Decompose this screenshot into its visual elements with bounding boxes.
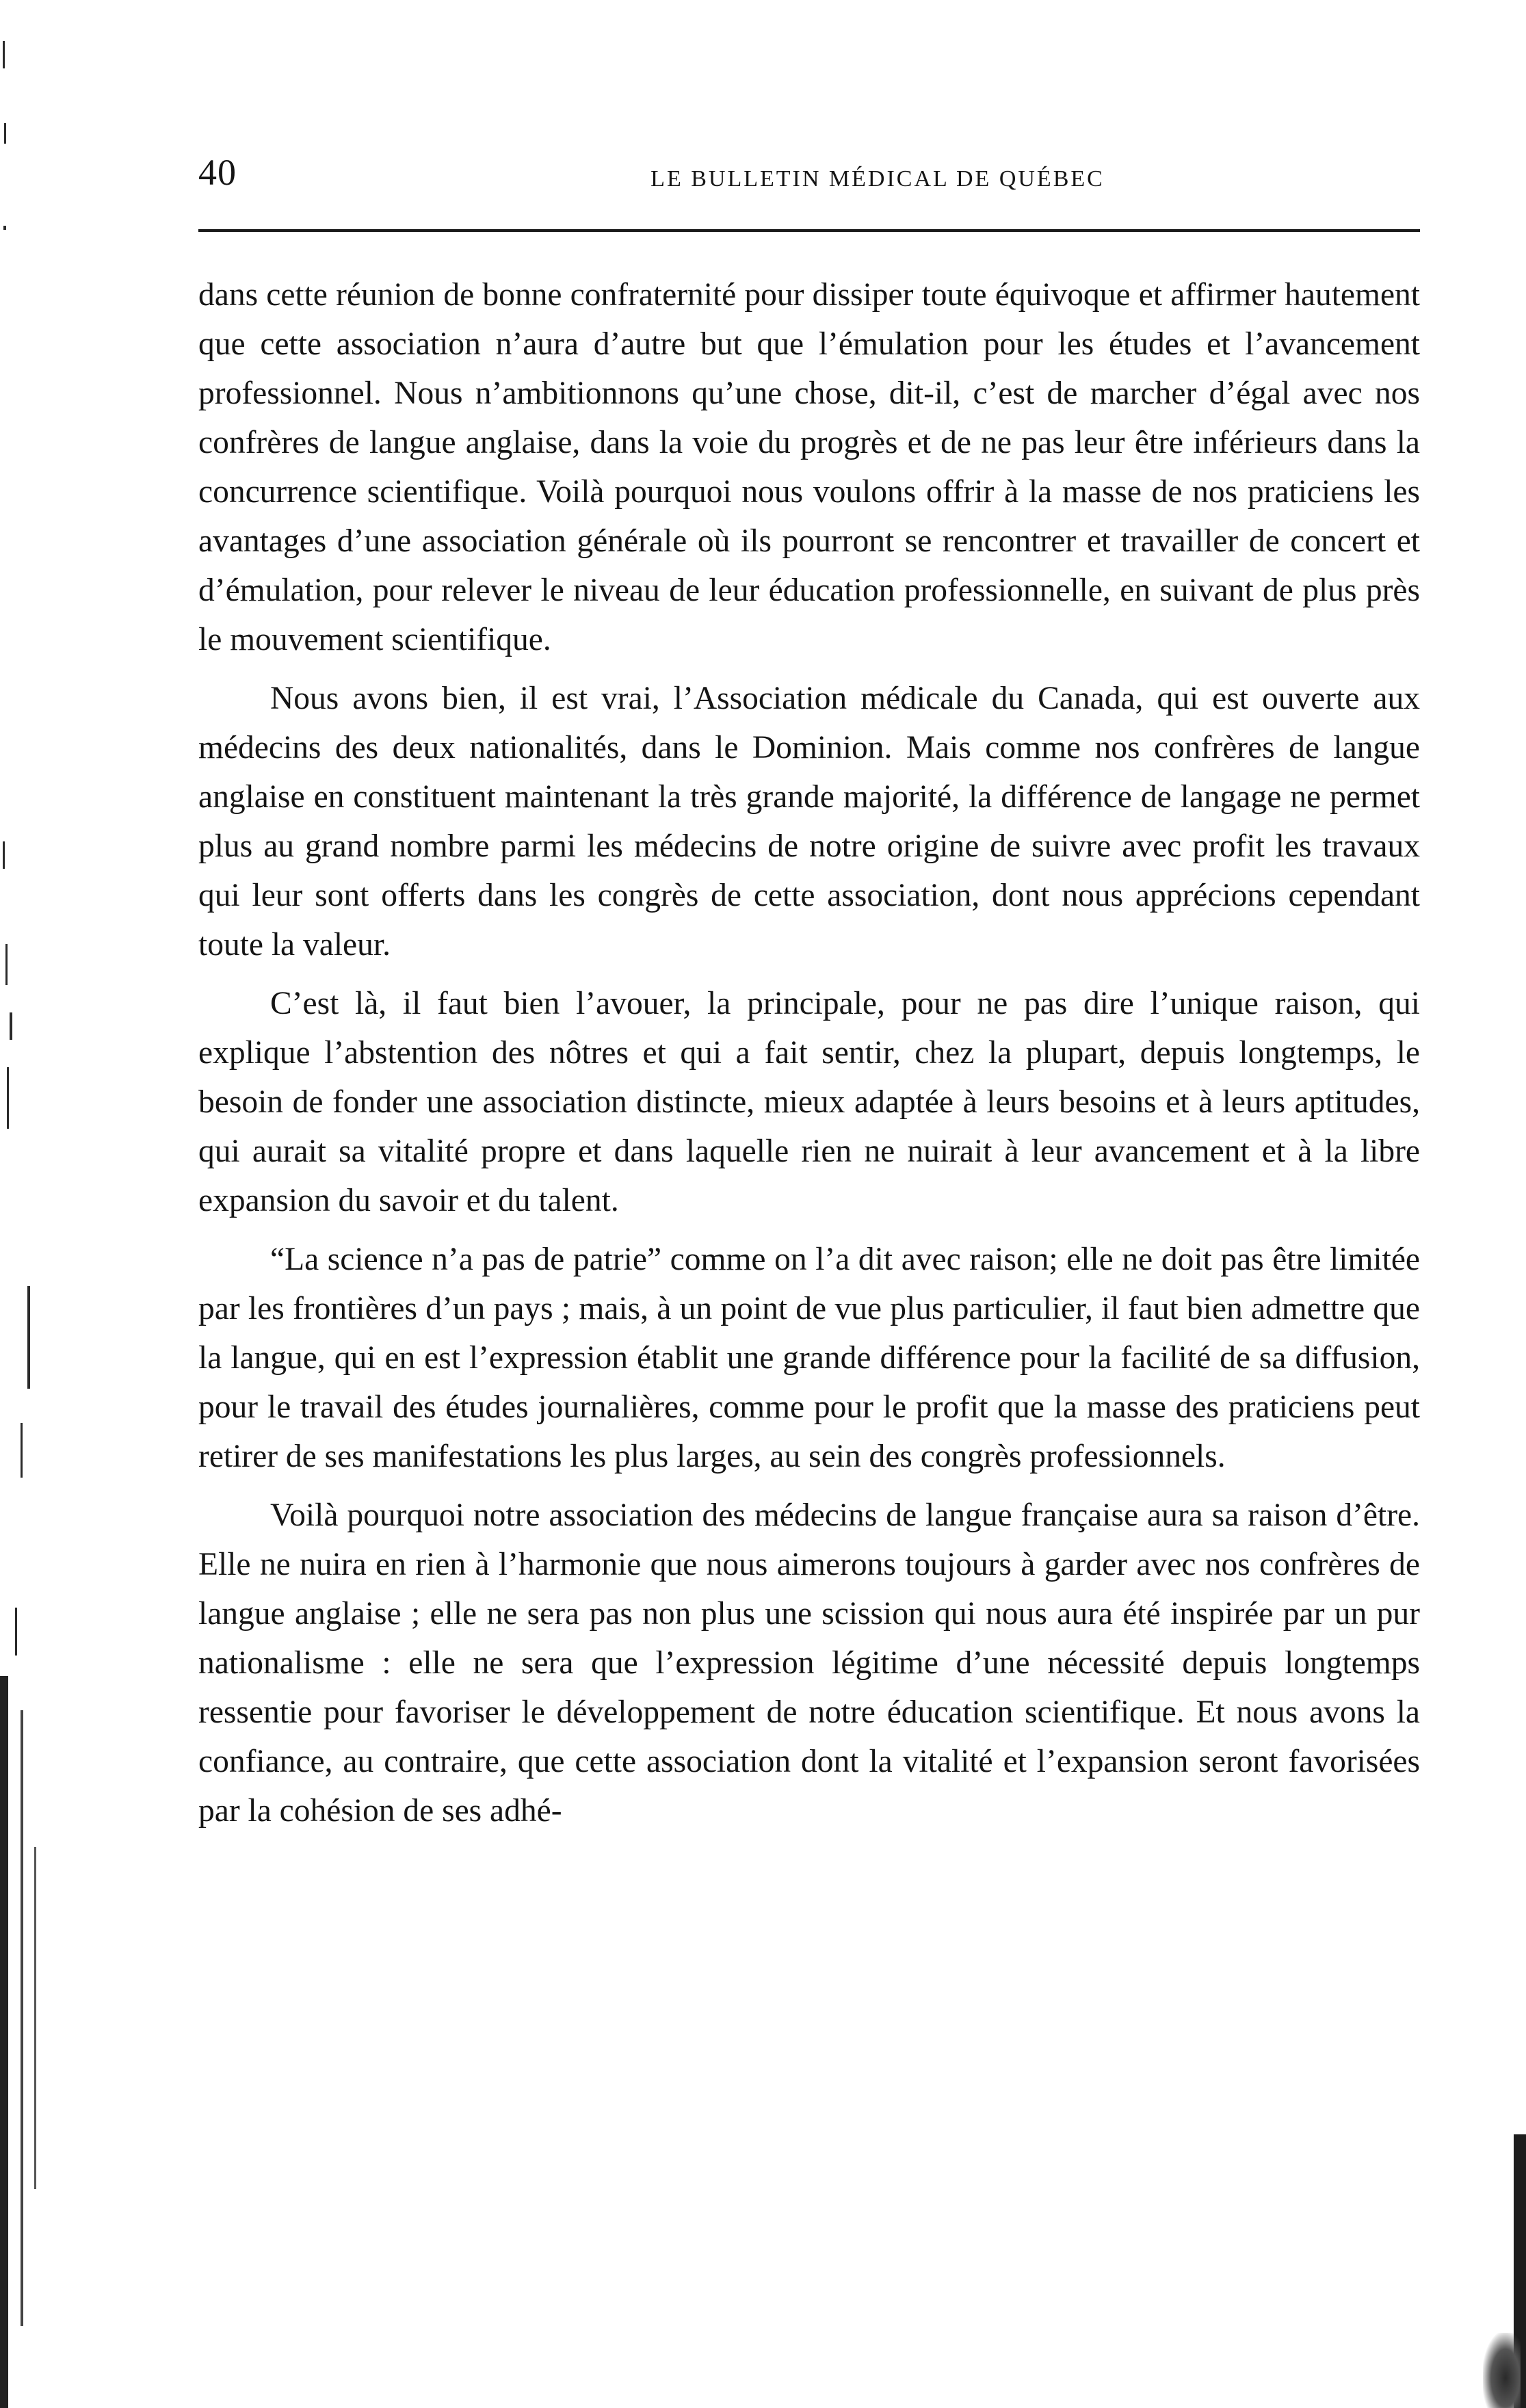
scan-margin-artifact [0, 0, 55, 2408]
header-rule [198, 229, 1420, 232]
scan-right-edge-artifact [1478, 2134, 1526, 2408]
body-text [198, 270, 1420, 1845]
page-number: 40 [198, 152, 237, 193]
paragraph-continuation: dans cette réunion de bonne confraternité pour dissiper toute équivoque et affirmer hautement que cette association n’aura d’autre but que l’émulation pour les études et l’avancement professionnel. Nous n’ambitionnons qu’une chose, dit-il, c’est de marcher d’égal avec nos confrères de langue anglaise, dans la voie du progrès et de ne pas leur être inférieurs dans la concurrence scientifique. Voilà pourquoi nous voulons offrir à la masse de nos praticiens les avantages d’une association générale où ils pourront se rencontrer et travailler de concert et d’émulation, pour relever le niveau de leur éducation professionnelle, en suivant de plus près le mouvement scientifique. [198, 277, 1420, 657]
paragraph: C’est là, il faut bien l’avouer, la principale, pour ne pas dire l’unique raison, qui explique l’abstention des nôtres et qui a fait sentir, chez la plupart, depuis longtemps, le besoin de fonder une association distincte, mieux adaptée à leurs besoins et à leurs aptitudes, qui aurait sa vitalité propre et dans laquelle rien ne nuirait à leur avancement et à la libre expansion du savoir et du talent. [198, 986, 1420, 1218]
paragraph: Nous avons bien, il est vrai, l’Association médicale du Canada, qui est ouverte aux médecins des deux nationalités, dans le Dominion. Mais comme nos confrères de langue anglaise en constituent maintenant la très grande majorité, la différence de langage ne permet plus au grand nombre parmi les médecins de notre origine de suivre avec profit les travaux qui leur sont offerts dans les congrès de cette association, dont nous apprécions cependant toute la valeur. [198, 681, 1420, 963]
page-header [198, 145, 1420, 207]
running-title: LE BULLETIN MÉDICAL DE QUÉBEC [650, 166, 1105, 192]
paragraph: Voilà pourquoi notre association des médecins de langue française aura sa raison d’être. Elle ne nuira en rien à l’harmonie que nous aimerons toujours à garder avec nos confrères de langue anglaise ; elle ne sera pas non plus une scission qui nous aura été inspirée par un pur nationalisme : elle ne sera que l’expression légitime d’une nécessité depuis longtemps ressentie pour favoriser le développement de notre éducation scientifique. Et nous avons la confiance, au contraire, que cette association dont la vitalité et l’expansion seront favorisées par la cohésion de ses adhé- [198, 1497, 1420, 1829]
paragraph: “La science n’a pas de patrie” comme on l’a dit avec raison; elle ne doit pas être limitée par les frontières d’un pays ; mais, à un point de vue plus particulier, il faut bien admettre que la langue, qui en est l’expression établit une grande différence pour la facilité de sa diffusion, pour le travail des études journalières, comme pour le profit que la masse des praticiens peut retirer de ses manifestations les plus larges, au sein des congrès professionnels. [198, 1242, 1420, 1474]
